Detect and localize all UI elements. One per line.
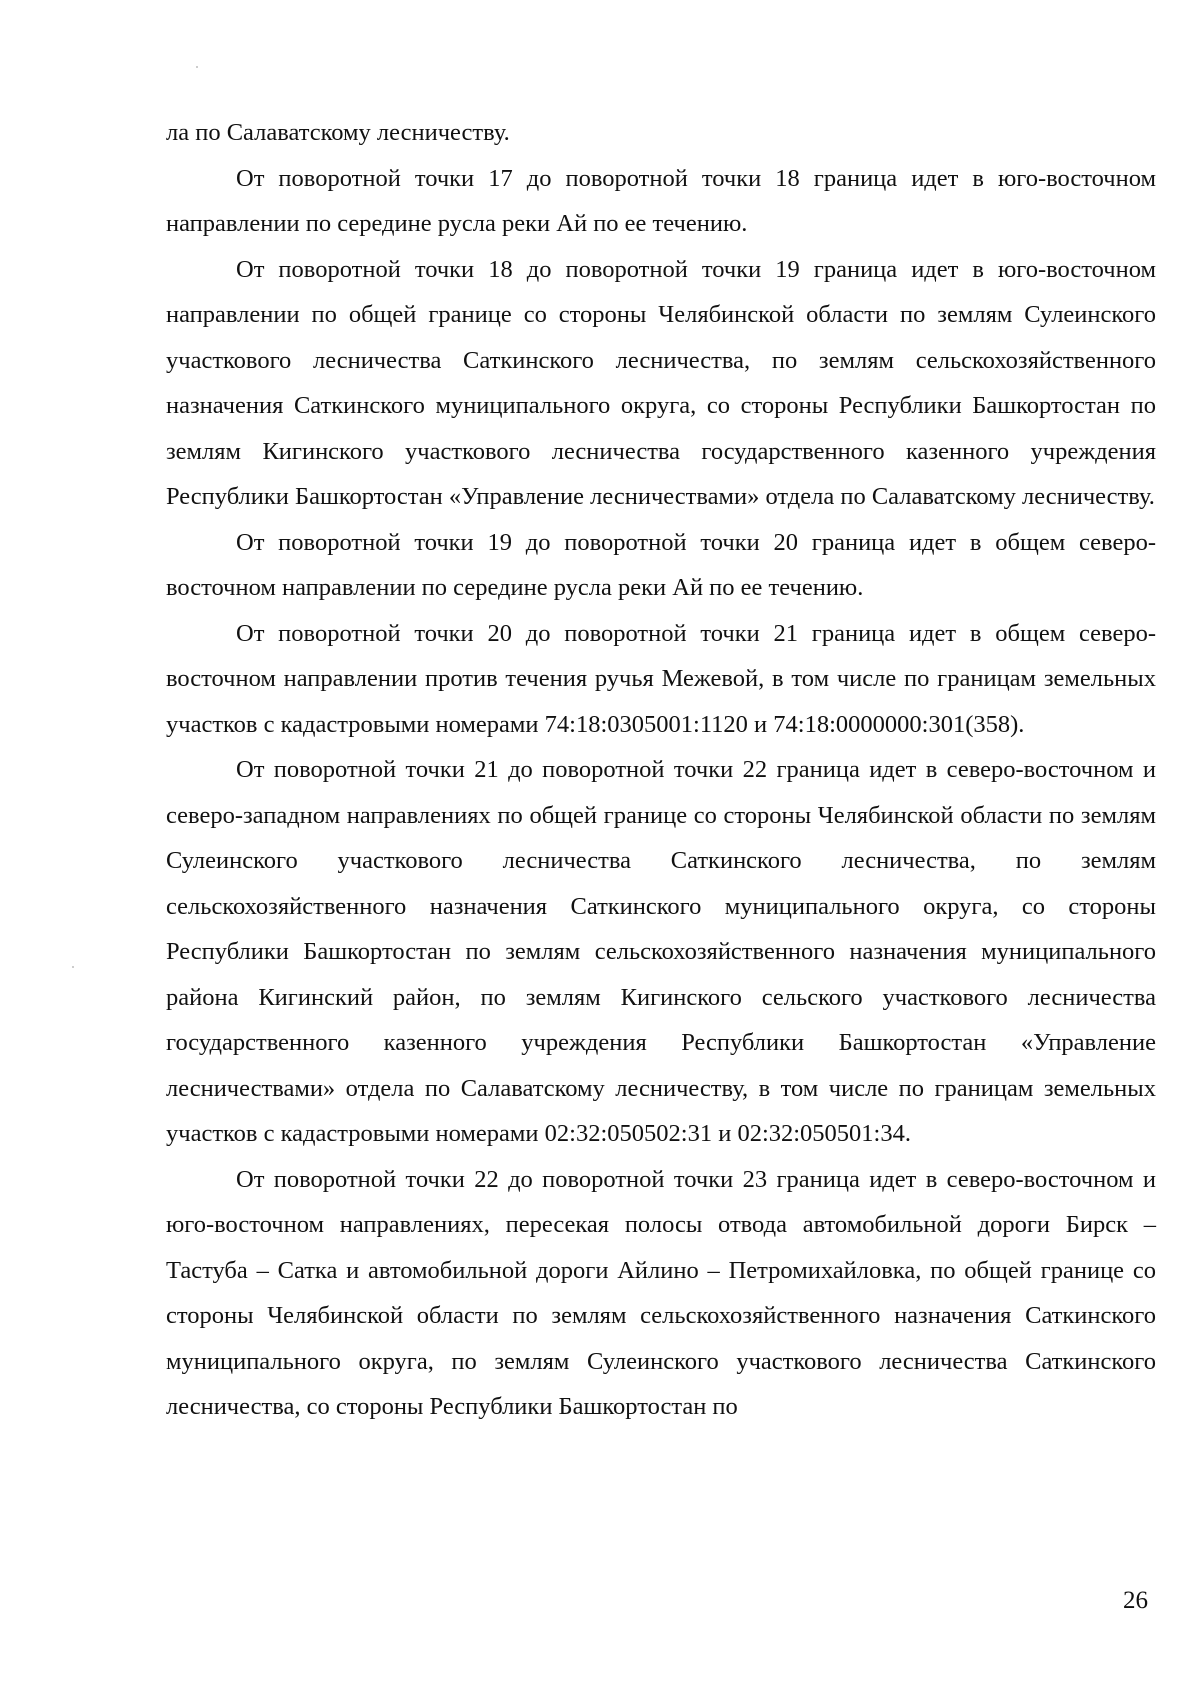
document-body (166, 110, 1156, 1430)
scan-speck (196, 66, 198, 68)
scan-speck (72, 966, 74, 968)
paragraph-point-21-22: От поворотной точки 21 до поворотной точки 22 граница идет в северо-восточном и северо-западном направлениях по общей границе со стороны Челябинской области по землям Сулеинского участкового лесничества Саткинского лесничества, по землям сельскохозяйственного назначения Саткинского муниципального округа, со стороны Республики Башкортостан по землям сельскохозяйственного назначения муниципального района Кигинский район, по землям Кигинского сельского участкового лесничества государственного казенного учреждения Республики Башкортостан «Управление лесничествами» отдела по Салаватскому лесничеству, в том числе по границам земельных участков с кадастровыми номерами 02:32:050502:31 и 02:32:050501:34. (166, 756, 1156, 1147)
paragraph-point-19-20: От поворотной точки 19 до поворотной точки 20 граница идет в общем северо-восточном направлении по середине русла реки Ай по ее течению. (166, 528, 1156, 601)
page-number: 26 (1123, 1587, 1148, 1614)
paragraph-point-17-18: От поворотной точки 17 до поворотной точки 18 граница идет в юго-восточном направлении по середине русла реки Ай по ее течению. (166, 164, 1156, 237)
paragraph-point-20-21: От поворотной точки 20 до поворотной точки 21 граница идет в общем северо-восточном направлении против течения ручья Межевой, в том числе по границам земельных участков с кадастровыми номерами 74:18:0305001:1120 и 74:18:0000000:301(358). (166, 619, 1156, 738)
paragraph-point-18-19: От поворотной точки 18 до поворотной точки 19 граница идет в юго-восточном направлении по общей границе со стороны Челябинской области по землям Сулеинского участкового лесничества Саткинского лесничества, по землям сельскохозяйственного назначения Саткинского муниципального округа, со стороны Республики Башкортостан по землям Кигинского участкового лесничества государственного казенного учреждения Республики Башкортостан «Управление лесничествами» отдела по Салаватскому лесничеству. (166, 255, 1156, 510)
paragraph-continuation: ла по Салаватскому лесничеству. (166, 119, 510, 146)
paragraph-point-22-23: От поворотной точки 22 до поворотной точки 23 граница идет в северо-восточном и юго-восточном направлениях, пересекая полосы отвода автомобильной дороги Бирск – Тастуба – Сатка и автомобильной дороги Айлино – Петромихайловка, по общей границе со стороны Челябинской области по землям сельскохозяйственного назначения Саткинского муниципального округа, по землям Сулеинского участкового лесничества Саткинского лесничества, со стороны Республики Башкортостан по (166, 1165, 1156, 1420)
